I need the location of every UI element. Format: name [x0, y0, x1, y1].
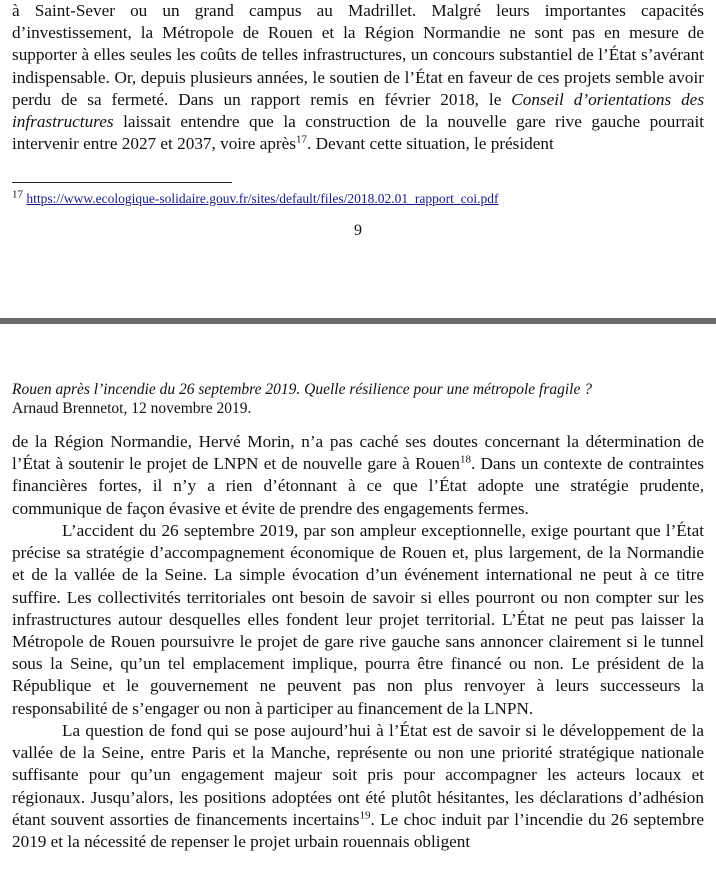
body-paragraph: [12, 0, 704, 155]
document-page-9: [0, 0, 716, 318]
paragraph-text: . Devant cette situation, le président: [306, 134, 554, 154]
paragraph-text: . Dans un contexte de contraintes financières fortes, il n’y a rien d’étonnant à ce que l’État adopte une stratégie prudente, communique de façon évasive et évite de prendre des engagements fermes.: [12, 454, 704, 518]
body-paragraph: [12, 431, 704, 520]
document-page-10: [0, 324, 716, 870]
page-number: 9: [354, 222, 362, 239]
footnote-reference[interactable]: 18: [459, 453, 471, 466]
paragraph-text: . Le choc induit par l’incendie du 26 septembre 2019 et la nécessité de repenser le projet urbain rouennais obligent: [12, 809, 704, 852]
footnote: [12, 190, 499, 207]
italic-title: Conseil d’orientations des infrastructures: [12, 89, 705, 132]
body-paragraph: L’accident du 26 septembre 2019, par son ampleur exceptionnelle, exige pourtant que l’État précise sa stratégie d’accompagnement économique de Rouen et, plus largement, de la Normandie et de la vallée de la Seine. La simple évocation d’un événement international ne peut à ce titre suffire. Les collectivités territoriales ont besoin de savoir si elles pourront ou non compter sur les infrastructures autour desquelles elles fondent leur projet territorial. L’État ne peut pas laisser la Métropole de Rouen poursuivre le projet de gare rive gauche sans annoncer clairement si le tunnel sous la Seine, qu’un tel emplacement implique, pourra être financé ou non. Le président de la République et le gouvernement ne peuvent pas non plus renvoyer à leurs successeurs la responsabilité de s’engager ou non à participer au financement de la LNPN.: [12, 521, 704, 718]
footnote-number: 17: [12, 188, 23, 201]
body-paragraph: [12, 720, 704, 853]
running-header: [12, 380, 592, 418]
footnote-reference[interactable]: 19: [359, 809, 371, 822]
header-author-date: Arnaud Brennetot, 12 novembre 2019.: [12, 400, 252, 417]
paragraph-text: La question de fond qui se pose aujourd’hui à l’État est de savoir si le développement de la vallée de la Seine, entre Paris et la Manche, représente ou non une priorité stratégique nationale suffisante pour qu’un engagement majeur soit pris pour accompagner les acteurs locaux et régionaux. Jusqu’alors, les positions adoptées ont été plutôt hésitantes, les déclarations d’adhésion étant souvent assorties de financements incertains: [12, 721, 704, 829]
footnote-separator: [12, 182, 232, 183]
paragraph-text: de la Région Normandie, Hervé Morin, n’a pas caché ses doutes concernant la détermination de l’État à soutenir le projet de LNPN et de nouvelle gare à Rouen: [12, 432, 704, 474]
paragraph-text: à Saint-Sever ou un grand campus au Madrillet. Malgré leurs importantes capacités d’investissement, la Métropole de Rouen et la Région Normandie ne sont pas en mesure de supporter à elles seules les coûts de telles infrastructures, un concours substantiel de l’État s’avérant indispensable. Or, depuis plusieurs années, le soutien de l’État en faveur de ces projets semble avoir perdu de sa fermeté. Dans un rapport remis en février 2018, le: [12, 1, 704, 109]
header-title: Rouen après l’incendie du 26 septembre 2019. Quelle résilience pour une métropole fragile ?: [12, 381, 592, 398]
footnote-reference[interactable]: 17: [295, 133, 307, 146]
paragraph-text: laissait entendre que la construction de la nouvelle gare rive gauche pourrait intervenir entre 2027 et 2037, voire après: [12, 112, 704, 154]
footnote-link[interactable]: https://www.ecologique-solidaire.gouv.fr/sites/default/files/2018.02.01_rapport_coi.pdf: [26, 191, 499, 206]
